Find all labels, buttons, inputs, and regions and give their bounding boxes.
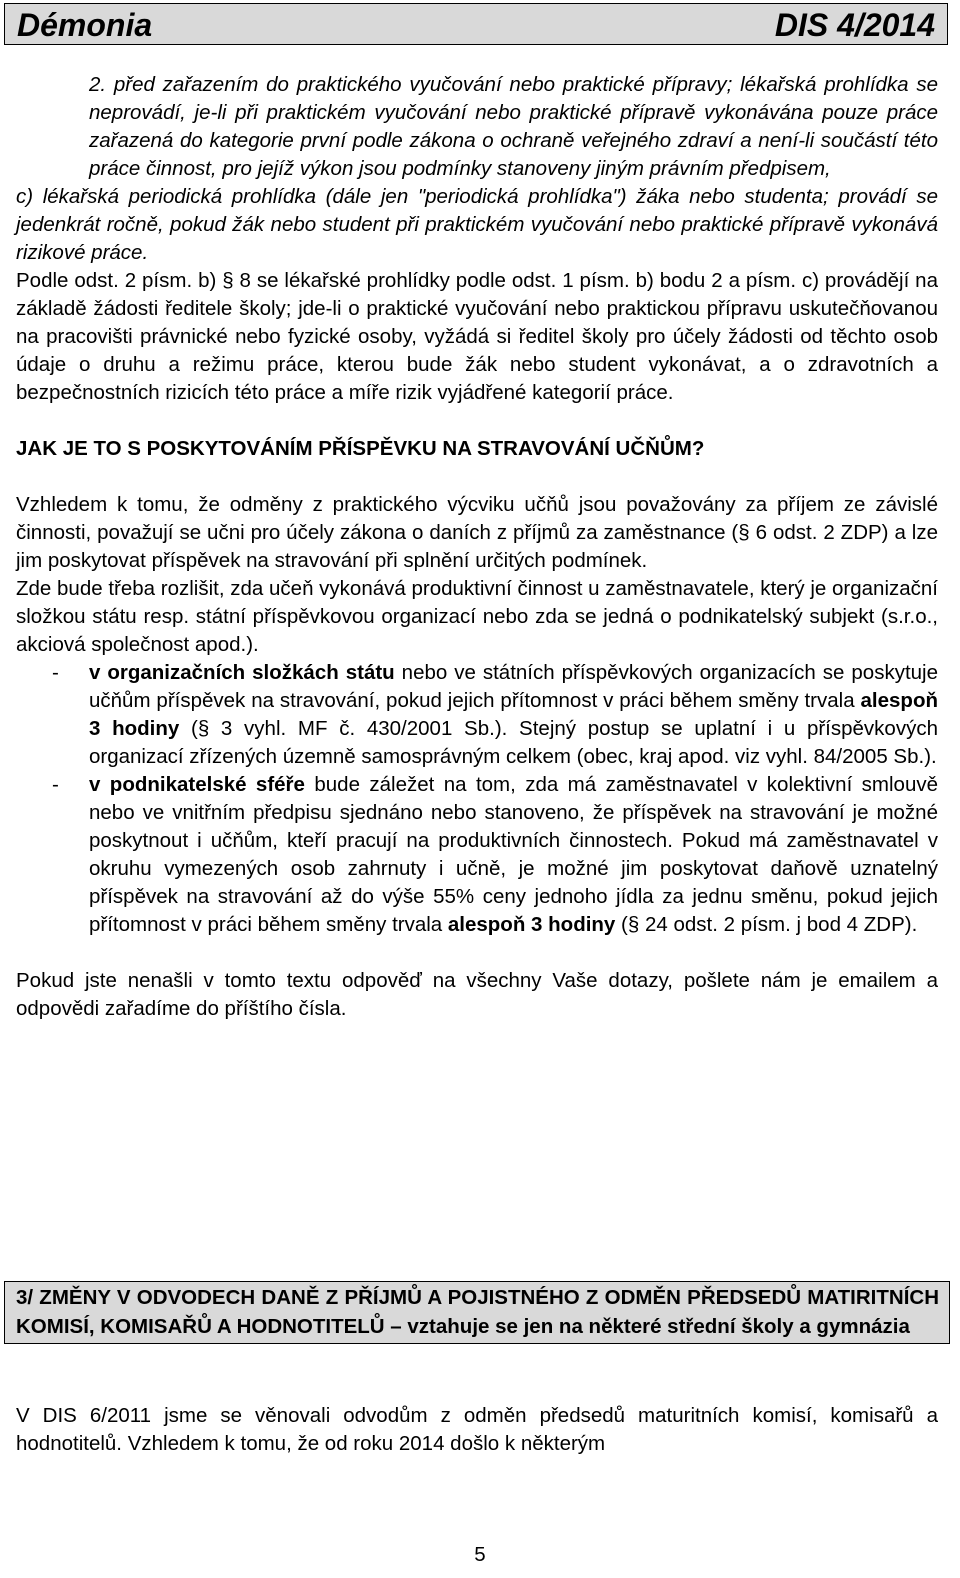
header-issue: DIS 4/2014: [774, 7, 935, 43]
bullet-bold-term: v podnikatelské sféře: [89, 773, 305, 796]
bullet-dash: -: [52, 773, 59, 796]
list-item-2: 2. před zařazením do praktického vyučování nebo praktické přípravy; lékařská prohlídka se neprovádí, je-li při praktickém vyučování nebo praktické přípravě vykonávána pouze práce zařazená do kategorie první podle zákona o ochraně veřejného zdraví a není-li součástí této práce činnost, pro jejíž výkon jsou podmínky stanoveny jiným právním předpisem,: [89, 73, 938, 180]
paragraph-zde: Zde bude třeba rozlišit, zda učeň vykonává produktivní činnost u zaměstnavatele, který je organizační složkou státu resp. státní příspěvkovou organizací nebo zda se jedná o podnikatelský subjekt (s.r.o., akciová společnost apod.).: [16, 577, 938, 656]
bullet-item-organizacni: [16, 659, 938, 771]
bullet-dash: -: [52, 661, 59, 684]
section-heading: JAK JE TO S POSKYTOVÁNÍM PŘÍSPĚVKU NA STRAVOVÁNÍ UČŇŮM?: [16, 437, 705, 460]
bullet-text: (§ 3 vyhl. MF č. 430/2001 Sb.). Stejný postup se uplatní i u příspěvkových organizací zřízených územně samosprávným celkem (obec, kraj apod. viz vyhl. 84/2005 Sb.).: [89, 717, 938, 768]
paragraph-dis: V DIS 6/2011 jsme se věnovali odvodům z odměn předsedů maturitních komisí, komisařů a hodnotitelů. Vzhledem k tomu, že od roku 2014 došlo k některým: [16, 1404, 938, 1455]
bullet-item-podnikatelska: [16, 771, 938, 939]
bullet-text: (§ 24 odst. 2 písm. j bod 4 ZDP).: [615, 913, 918, 936]
page-header: [4, 3, 948, 45]
bullet-bold-hours: alespoň 3 hodiny: [89, 689, 938, 740]
paragraph-vzhledem: Vzhledem k tomu, že odměny z praktického výcviku učňů jsou považovány za příjem ze závislé činnosti, považují se učni pro účely zákona o daních z příjmů za zaměstnance (§ 6 odst. 2 ZDP) a lze jim poskytovat příspěvek na stravování při splnění určitých podmínek.: [16, 493, 938, 572]
bullet-text: nebo ve státních příspěvkových organizacích se poskytuje učňům příspěvek na stravování, pokud jejich přítomnost v práci během směny trvala: [89, 661, 938, 712]
paragraph-pokud: Pokud jste nenašli v tomto textu odpověď na všechny Vaše dotazy, pošlete nám je emailem a odpovědi zařadíme do příštího čísla.: [16, 969, 938, 1020]
main-content: [16, 71, 938, 1023]
list-item-c: c) lékařská periodická prohlídka (dále jen "periodická prohlídka") žáka nebo studenta; provádí se jedenkrát ročně, pokud žák nebo student při praktickém vyučování nebo praktické přípravě vykonává rizikové práce.: [16, 185, 938, 264]
header-publisher: Démonia: [17, 7, 153, 43]
bullet-text: bude záležet na tom, zda má zaměstnavatel v kolektivní smlouvě nebo ve vnitřním předpisu sjednáno nebo stanoveno, že příspěvek na stravování je možné poskytnout i učňům, kteří pracují na produktivních činnostech. Pokud má zaměstnavatel v okruhu vymezených osob zahrnuty i učně, je možné jim poskytovat daňově uznatelný příspěvek na stravování až do výše 55% ceny jednoho jídla za jednu směnu, pokud jejich přítomnost v práci během směny trvala: [89, 773, 939, 936]
section-3-heading-box: 3/ ZMĚNY V ODVODECH DANĚ Z PŘÍJMŮ A POJISTNÉHO Z ODMĚN PŘEDSEDŮ MATIRITNÍCH KOMISÍ, KOMISAŘŮ A HODNOTITELŮ – vztahuje se jen na některé střední školy a gymnázia: [4, 1281, 950, 1344]
bullet-bold-term: v organizačních složkách státu: [89, 661, 395, 684]
page-number: 5: [474, 1543, 486, 1566]
bullet-bold-hours: alespoň 3 hodiny: [447, 913, 616, 936]
paragraph-podle: Podle odst. 2 písm. b) § 8 se lékařské prohlídky podle odst. 1 písm. b) bodu 2 a písm. c) provádějí na základě žádosti ředitele školy; jde-li o praktické vyučování nebo praktickou přípravu uskutečňovanou na pracovišti právnické nebo fyzické osoby, vyžádá si ředitel školy pro účely žádosti od těchto osob údaje o druhu a režimu práce, kterou bude žák nebo student vykonávat, a o zdravotních a bezpečnostních rizicích této práce a míře rizik vyjádřené kategorií práce.: [16, 269, 938, 404]
